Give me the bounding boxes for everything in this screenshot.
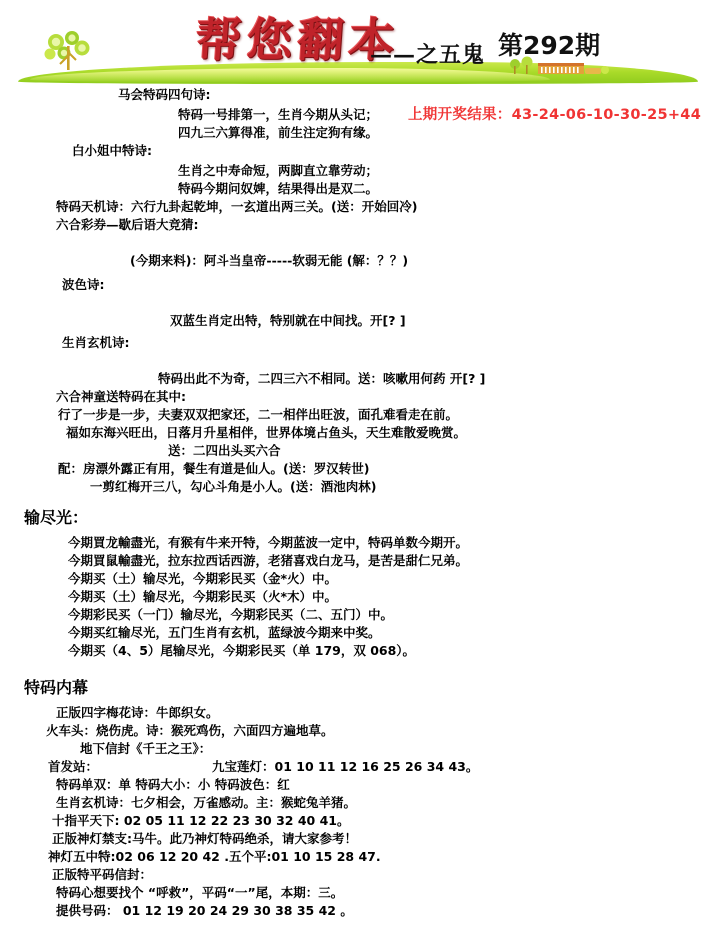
shujinguang-line-1: 今期買龙輸盡光，有猴有牛来开特，今期蓝波一定中，特码单数今期开。 [68, 535, 469, 550]
shentong-line-1: 行了一步是一步，夫妻双双把家还，二一相伴出旺波，面孔难看走在前。 [58, 407, 459, 422]
shengxiao-xuanji-line: 特码出此不为奇，二四三六不相同。送：咳嗽用何药 开[? ] [158, 371, 486, 386]
neimu-line-4-station: 首发站： [48, 759, 99, 774]
tree-icon [42, 26, 94, 74]
bose-poem-line: 双蓝生肖定出特，特别就在中间找。开[? ] [170, 313, 406, 328]
section-heading-shujinguang: 输尽光： [24, 508, 89, 527]
neimu-line-3: 地下信封《千王之王》： [80, 741, 212, 756]
page-subtitle: ——之五鬼 [370, 42, 486, 68]
section-label-shengxiao-xuanji: 生肖玄机诗: [62, 335, 130, 350]
page-header [0, 0, 720, 88]
shentong-line-3: 送：二四出头买六合 [168, 443, 281, 458]
section-label-riddle-contest: 六合彩券—歇后语大竞猜: [56, 217, 199, 232]
baixiaojie-poem-line-2: 特码今期问奴婢，结果得出是双二。 [178, 181, 379, 196]
neimu-line-6: 生肖玄机诗：七夕相会，万雀感动。主：猴蛇兔羊猪。 [56, 795, 357, 810]
neimu-line-2: 火车头：烧伤虎。诗：猴死鸡伤，六面四方遍地草。 [46, 723, 334, 738]
neimu-line-4-numbers: 九宝莲灯：01 10 11 12 16 25 26 34 43。 [212, 759, 479, 774]
tianji-poem-line: 特码天机诗：六行九卦起乾坤，一玄道出两三关。(送：开始回冷) [56, 199, 418, 214]
neimu-line-8: 正版神灯禁支:马牛。此乃神灯特码绝杀，请大家参考！ [52, 831, 357, 846]
shujinguang-line-7: 今期买（4、5）尾输尽光，今期彩民买（单 179，双 068）。 [68, 643, 416, 658]
neimu-line-5: 特码单双：单 特码大小：小 特码波色：红 [56, 777, 290, 792]
baixiaojie-poem-line-1: 生肖之中寿命短，两脚直立靠劳动； [178, 163, 379, 178]
shujinguang-line-4: 今期买（土）输尽光，今期彩民买（火*木）中。 [68, 589, 338, 604]
page-title: 帮您翻本 [193, 13, 402, 67]
riddle-material-line: (今期来料)：阿斗当皇帝-----软弱无能 (解：？？) [130, 253, 409, 268]
section-label-baixiaojie-poem: 白小姐中特诗: [72, 143, 152, 158]
section-label-mahui-poem: 马会特码四句诗: [118, 87, 211, 102]
shentong-line-4: 配：房漂外露正有用，餐生有道是仙人。(送：罗汉转世) [58, 461, 370, 476]
neimu-line-1: 正版四字梅花诗：牛郎织女。 [56, 705, 219, 720]
shujinguang-line-2: 今期買鼠輸盡光，拉东拉西话西游，老猪喜戏白龙马，是苦是甜仁兄弟。 [68, 553, 469, 568]
shujinguang-line-3: 今期买（土）输尽光，今期彩民买（金*火）中。 [68, 571, 338, 586]
section-label-shentong: 六合神童送特码在其中: [56, 389, 186, 404]
mahui-poem-line-1: 特码一号排第一，生肖今期从头记； [178, 107, 379, 122]
section-label-bose-poem: 波色诗: [62, 277, 105, 292]
shujinguang-line-6: 今期买红输尽光，五门生肖有玄机，蓝绿波今期来中奖。 [68, 625, 381, 640]
neimu-line-7: 十指平天下: 02 05 11 12 22 23 30 32 40 41。 [52, 813, 350, 828]
mahui-poem-line-2: 四九三六算得准，前生注定狗有缘。 [178, 125, 379, 140]
neimu-line-9: 神灯五中特:02 06 12 20 42 .五个平:01 10 15 28 47. [48, 849, 381, 864]
shujinguang-line-5: 今期彩民买（一门）输尽光，今期彩民买（二、五门）中。 [68, 607, 394, 622]
issue-number: 第292期 [498, 31, 601, 60]
shentong-line-5: 一剪红梅开三八，勾心斗角是小人。(送：酒池肉林) [90, 479, 377, 494]
neimu-line-11: 特码心想要找个 “呼救”，平码“一”尾，本期：三。 [56, 885, 344, 900]
shentong-line-2: 福如东海兴旺出，日落月升星相伴，世界体境占鱼头，天生难散爱晚赏。 [66, 425, 467, 440]
neimu-line-10: 正版特平码信封： [52, 867, 153, 882]
previous-draw-result: 上期开奖结果：43-24-06-10-30-25+44 [408, 107, 702, 123]
neimu-line-12: 提供号码： 01 12 19 20 24 29 30 38 35 42 。 [56, 903, 353, 918]
section-heading-temaneimu: 特码内幕 [24, 678, 89, 697]
